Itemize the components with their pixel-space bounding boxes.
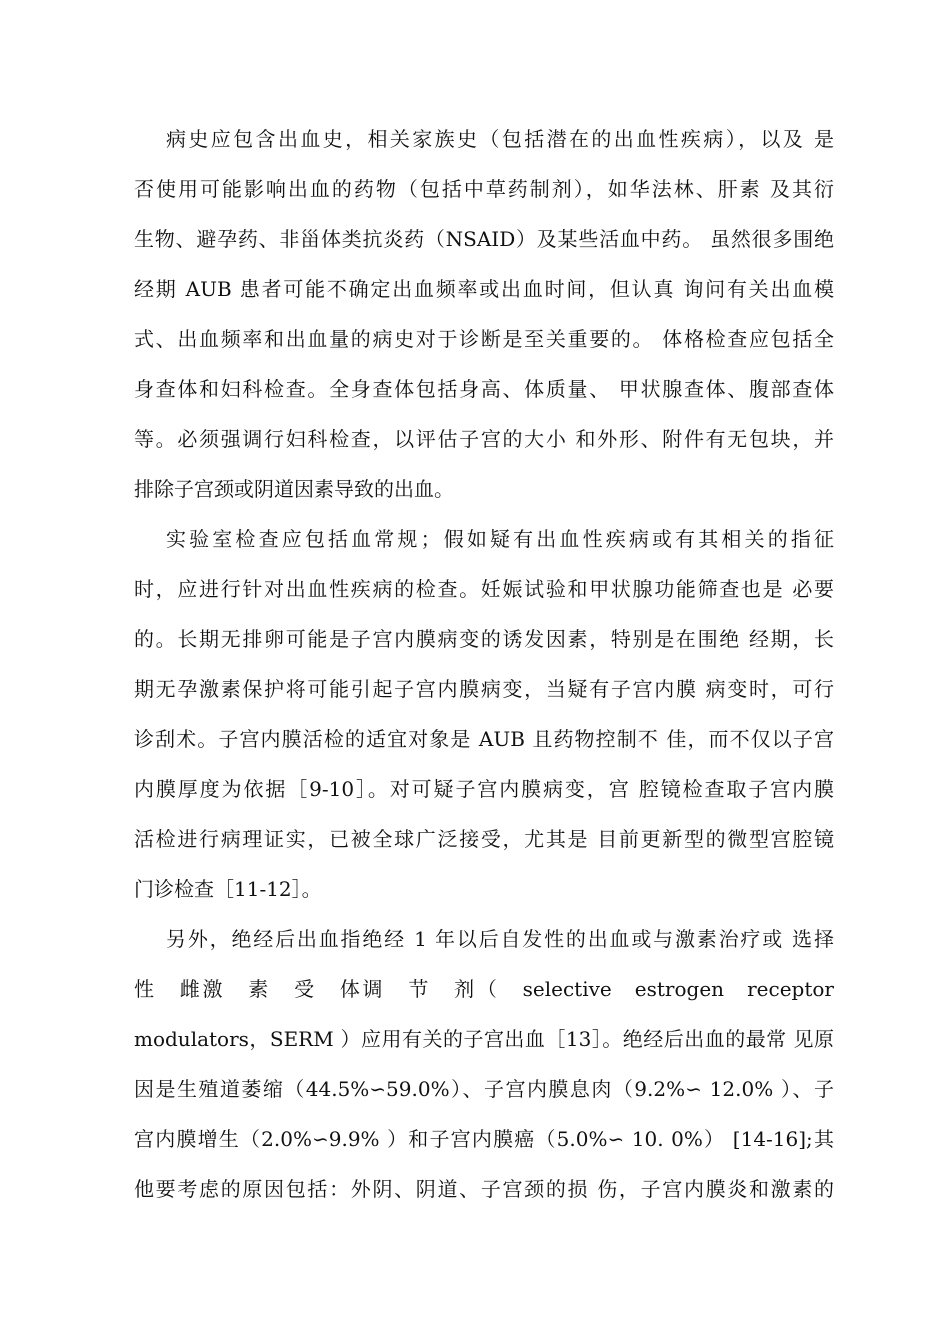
paragraph-2-line-4: 期无孕激素保护将可能引起子宫内膜病变，当疑有子宫内膜 病变时，可行: [134, 677, 834, 701]
paragraph-2-line-8: 门诊检查［11-12］。: [134, 877, 322, 901]
paragraph-1-line-2: 否使用可能影响出血的药物（包括中草药制剂），如华法林、肝素 及其衍: [134, 177, 834, 201]
paragraph-3-line-1: 另外，绝经后出血指绝经 1 年以后自发性的出血或与激素治疗或 选择: [166, 927, 834, 951]
paragraph-2-line-3: 的。长期无排卵可能是子宫内膜病变的诱发因素，特别是在围绝 经期，长: [134, 627, 834, 651]
paragraph-1-line-5: 式、出血频率和出血量的病史对于诊断是至关重要的。 体格检查应包括全: [134, 327, 834, 351]
paragraph-1-line-8: 排除子宫颈或阴道因素导致的出血。: [134, 477, 454, 501]
paragraph-2-line-2: 时，应进行针对出血性疾病的检查。妊娠试验和甲状腺功能筛查也是 必要: [134, 577, 834, 601]
paragraph-2-line-7: 活检进行病理证实，已被全球广泛接受，尤其是 目前更新型的微型宫腔镜: [134, 827, 834, 851]
paragraph-1-line-7: 等。必须强调行妇科检查，以评估子宫的大小 和外形、附件有无包块，并: [134, 427, 834, 451]
paragraph-1-line-6: 身查体和妇科检查。全身查体包括身高、体质量、 甲状腺查体、腹部查体: [134, 377, 834, 401]
paragraph-3-line-2: 性 雌激 素 受 体调 节 剂（ selective estrogen receptor: [134, 977, 834, 1001]
paragraph-3-line-4: 因是生殖道萎缩（44.5%∽59.0%）、子宫内膜息肉（9.2%∽ 12.0% ）、子: [134, 1077, 834, 1101]
paragraph-2-line-1: 实验室检查应包括血常规；假如疑有出血性疾病或有其相关的指征: [166, 527, 834, 551]
paragraph-1-line-1: 病史应包含出血史，相关家族史（包括潜在的出血性疾病），以及 是: [166, 127, 834, 151]
paragraph-2-line-5: 诊刮术。子宫内膜活检的适宜对象是 AUB 且药物控制不 佳，而不仅以子宫: [134, 727, 834, 751]
paragraph-3-line-5: 宫内膜增生（2.0%∽9.9% ）和子宫内膜癌（5.0%∽ 10. 0%） [14-16];其: [134, 1127, 834, 1151]
paragraph-1-line-3: 生物、避孕药、非甾体类抗炎药（NSAID）及某些活血中药。 虽然很多围绝: [134, 227, 834, 251]
paragraph-1-line-4: 经期 AUB 患者可能不确定出血频率或出血时间，但认真 询问有关出血模: [134, 277, 834, 301]
paragraph-3-line-6: 他要考虑的原因包括：外阴、阴道、子宫颈的损 伤，子宫内膜炎和激素的: [134, 1177, 834, 1201]
paragraph-3-line-3: modulators，SERM ）应用有关的子宫出血［13］。绝经后出血的最常 见原: [134, 1027, 834, 1051]
paragraph-2-line-6: 内膜厚度为依据［9-10］。对可疑子宫内膜病变，宫 腔镜检查取子宫内膜: [134, 777, 834, 801]
